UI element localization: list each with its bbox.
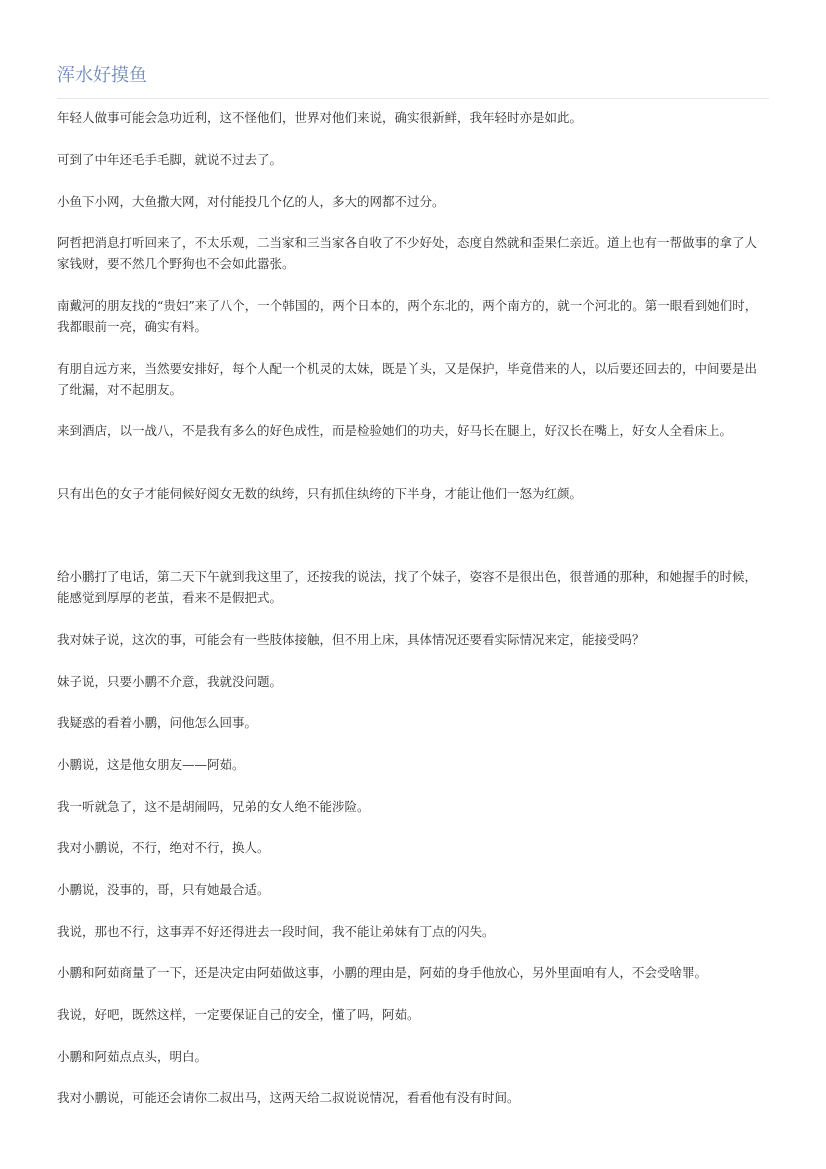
- paragraph: 小鹏说，这是他女朋友——阿茹。: [57, 757, 245, 772]
- paragraph: 阿哲把消息打听回来了，不太乐观，二当家和三当家各自收了不少好处，态度自然就和歪果仁亲近。道上也有一帮做事的拿了人家钱财，要不然几个野狗也不会如此嚣张。: [57, 235, 758, 271]
- paragraph: 只有出色的女子才能伺候好阅女无数的纨绔，只有抓住纨绔的下半身，才能让他们一怒为红颜。: [57, 486, 583, 501]
- title-divider: [57, 98, 769, 99]
- paragraph: 我说，那也不行，这事弄不好还得进去一段时间，我不能让弟妹有丁点的闪失。: [57, 924, 495, 939]
- paragraph: 我对小鹏说，不行，绝对不行，换人。: [57, 840, 270, 855]
- article-title: 浑水好摸鱼: [57, 65, 147, 86]
- paragraph: 年轻人做事可能会急功近利，这不怪他们，世界对他们来说，确实很新鲜，我年轻时亦是如此。: [57, 110, 583, 125]
- paragraph: 有朋自远方来，当然要安排好，每个人配一个机灵的太妹，既是丫头，又是保护，毕竟借来的人，以后要还回去的，中间要是出了纰漏，对不起朋友。: [57, 361, 758, 397]
- paragraph: 我说，好吧，既然这样，一定要保证自己的安全，懂了吗，阿茹。: [57, 1007, 420, 1022]
- paragraph: 南戴河的朋友找的“贵妇”来了八个，一个韩国的，两个日本的，两个东北的，两个南方的，就一个河北的。第一眼看到她们时，我都眼前一亮，确实有料。: [57, 298, 758, 334]
- paragraph: 小鹏说，没事的，哥，只有她最合适。: [57, 882, 270, 897]
- paragraph: 小鹏和阿茹商量了一下，还是决定由阿茹做这事，小鹏的理由是，阿茹的身手他放心，另外里面咱有人，不会受啥罪。: [57, 965, 708, 980]
- paragraph: 给小鹏打了电话，第二天下午就到我这里了，还按我的说法，找了个妹子，姿容不是很出色，很普通的那种，和她握手的时候，能感觉到厚厚的老茧，看来不是假把式。: [57, 569, 758, 605]
- paragraph: 我一听就急了，这不是胡闹吗，兄弟的女人绝不能涉险。: [57, 799, 370, 814]
- paragraph: 可到了中年还毛手毛脚，就说不过去了。: [57, 152, 283, 167]
- paragraph: 我对妹子说，这次的事，可能会有一些肢体接触，但不用上床，具体情况还要看实际情况来定，能接受吗？: [57, 632, 645, 647]
- paragraph: 我对小鹏说，可能还会请你二叔出马，这两天给二叔说说情况，看看他有没有时间。: [57, 1090, 520, 1105]
- paragraph: 我疑惑的看着小鹏，问他怎么回事。: [57, 715, 258, 730]
- paragraph: 来到酒店，以一战八，不是我有多么的好色成性，而是检验她们的功夫，好马长在腿上，好汉长在嘴上，好女人全看床上。: [57, 423, 733, 438]
- paragraph: 小鹏和阿茹点点头，明白。: [57, 1049, 208, 1064]
- paragraph: 妹子说，只要小鹏不介意，我就没问题。: [57, 674, 283, 689]
- paragraph: 小鱼下小网，大鱼撒大网，对付能投几个亿的人，多大的网都不过分。: [57, 194, 445, 209]
